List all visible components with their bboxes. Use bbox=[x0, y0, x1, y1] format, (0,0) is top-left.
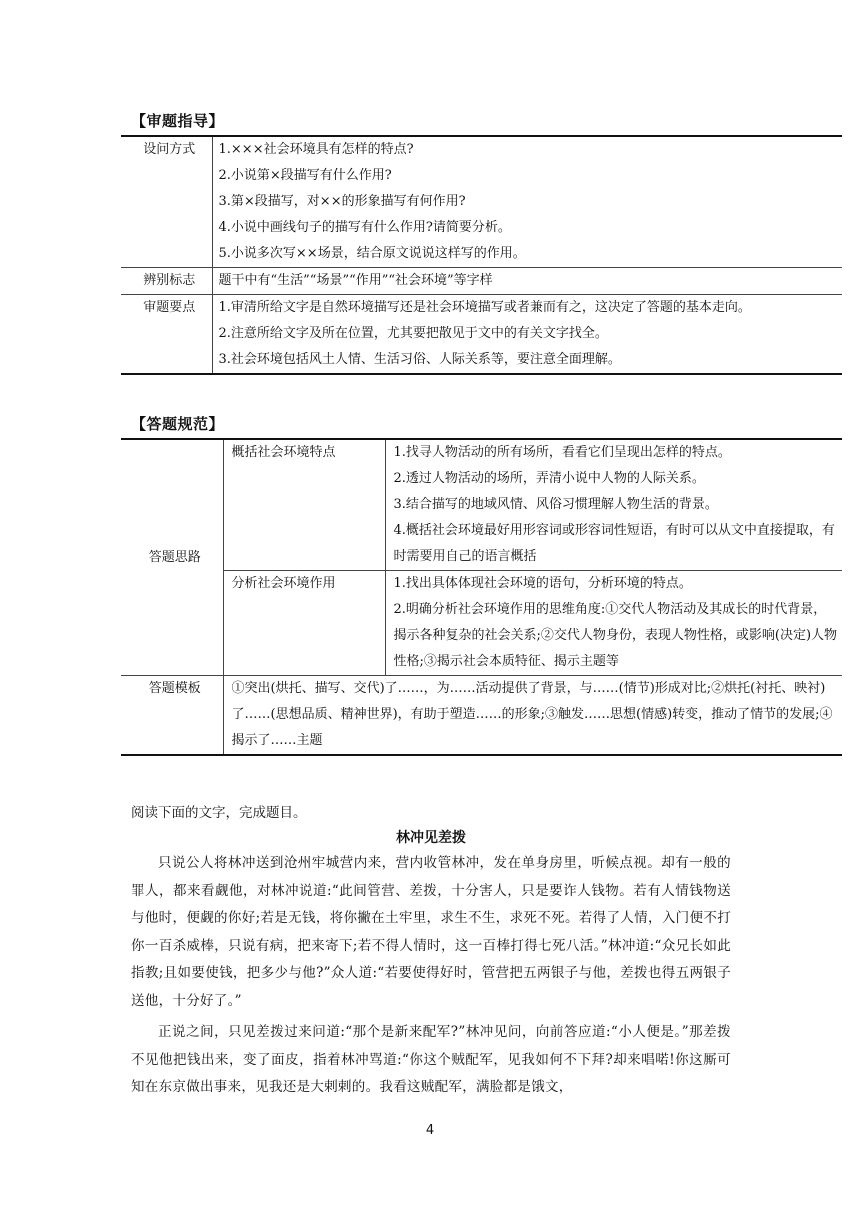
section-heading-answer-spec: 【答题规范】 bbox=[131, 415, 225, 433]
passage-paragraph-2: 正说之间，只见差拨过来问道:“那个是新来配军?”林冲见问，向前答应道:“小人便是。”那差拨不见他把钱出来，变了面皮，指着林冲骂道:“你这个贼配军，见我如何不下拜?却来唱喏!你这厮可知在东京做出事来，见我还是大剌剌的。我看这贼配军，满脸都是饿文， bbox=[131, 1024, 731, 1095]
template-content bbox=[223, 676, 842, 756]
row-content-identify bbox=[212, 268, 842, 295]
approach-label: 答题思路 bbox=[121, 439, 223, 676]
sub-content-summarize bbox=[385, 439, 842, 571]
review-guide-table bbox=[121, 135, 842, 375]
list-item: 4.小说中画线句子的描写有什么作用?请简要分析。 bbox=[218, 220, 511, 235]
list-item: 3.第×段描写，对××的形象描写有何作用? bbox=[218, 194, 466, 209]
list-item: 3.社会环境包括风土人情、生活习俗、人际关系等，要注意全面理解。 bbox=[218, 352, 621, 367]
row-content-question-style bbox=[212, 136, 842, 268]
page-number: 4 bbox=[425, 1123, 435, 1138]
list-item: 题干中有“生活”“场景”“作用”“社会环境”等字样 bbox=[218, 273, 493, 288]
sub-content-analyze bbox=[385, 571, 842, 676]
table-row bbox=[121, 268, 842, 295]
row-label-identify: 辨别标志 bbox=[121, 268, 212, 295]
template-text: ①突出(烘托、描写、交代)了……，为……活动提供了背景，与……(情节)形成对比;②烘托(衬托、映衬)了……(思想品质、精神世界)，有助于塑造……的形象;③触发……思想(情感)转变，推动了情节的发展;④揭示了……主题 bbox=[231, 681, 833, 748]
list-item: 3.结合描写的地域风情、风俗习惯理解人物生活的背景。 bbox=[393, 497, 718, 512]
list-item: 5.小说多次写××场景，结合原文说说这样写的作用。 bbox=[218, 246, 526, 261]
row-label-key-points: 审题要点 bbox=[121, 295, 212, 375]
list-item: 1.×××社会环境具有怎样的特点? bbox=[218, 142, 414, 157]
list-item: 2.小说第×段描写有什么作用? bbox=[218, 168, 392, 183]
table-row bbox=[121, 571, 842, 676]
table-row bbox=[121, 136, 842, 268]
row-content-key-points bbox=[212, 295, 842, 375]
row-label-question-style: 设问方式 bbox=[121, 136, 212, 268]
template-label: 答题模板 bbox=[121, 676, 223, 756]
list-item: 1.找寻人物活动的所有场所，看看它们呈现出怎样的特点。 bbox=[393, 445, 731, 460]
list-item: 1.审清所给文字是自然环境描写还是社会环境描写或者兼而有之，这决定了答题的基本走向。 bbox=[218, 300, 751, 315]
passage-paragraph-1: 只说公人将林冲送到沧州牢城营内来，营内收管林冲，发在单身房里，听候点视。却有一般的罪人，都来看觑他，对林冲说道:“此间管营、差拨，十分害人，只是要诈人钱物。若有人情钱物送与他时，便觑的你好;若是无钱，将你撇在土牢里，求生不生，求死不死。若得了人情，入门便不打你一百杀威棒，只说有病，把来寄下;若不得人情时，这一百棒打得七死八活。”林冲道:“众兄长如此指教;且如要使钱，把多少与他?”众人道:“若要使得好时，管营把五两银子与他，差拨也得五两银子送他，十分好了。” bbox=[131, 855, 731, 1009]
sub-label-analyze: 分析社会环境作用 bbox=[223, 571, 385, 676]
passage-title: 林冲见差拨 bbox=[396, 830, 466, 846]
list-item: 2.明确分析社会环境作用的思维角度:①交代人物活动及其成长的时代背景，揭示各种复杂的社会关系;②交代人物身份，表现人物性格，或影响(决定)人物性格;③揭示社会本质特征、揭示主题等 bbox=[393, 602, 838, 669]
answer-spec-table bbox=[121, 438, 842, 756]
list-item: 1.找出具体体现社会环境的语句，分析环境的特点。 bbox=[393, 576, 692, 591]
list-item: 4.概括社会环境最好用形容词或形容词性短语，有时可以从文中直接提取，有时需要用自己的语言概括 bbox=[393, 523, 835, 564]
table-row bbox=[121, 439, 842, 571]
table-row bbox=[121, 676, 842, 756]
section-heading-review: 【审题指导】 bbox=[131, 112, 225, 130]
sub-label-summarize: 概括社会环境特点 bbox=[223, 439, 385, 571]
reading-intro: 阅读下面的文字，完成题目。 bbox=[131, 805, 307, 821]
list-item: 2.注意所给文字及所在位置，尤其要把散见于文中的有关文字找全。 bbox=[218, 326, 608, 341]
list-item: 2.透过人物活动的场所，弄清小说中人物的人际关系。 bbox=[393, 471, 705, 486]
table-row bbox=[121, 295, 842, 375]
